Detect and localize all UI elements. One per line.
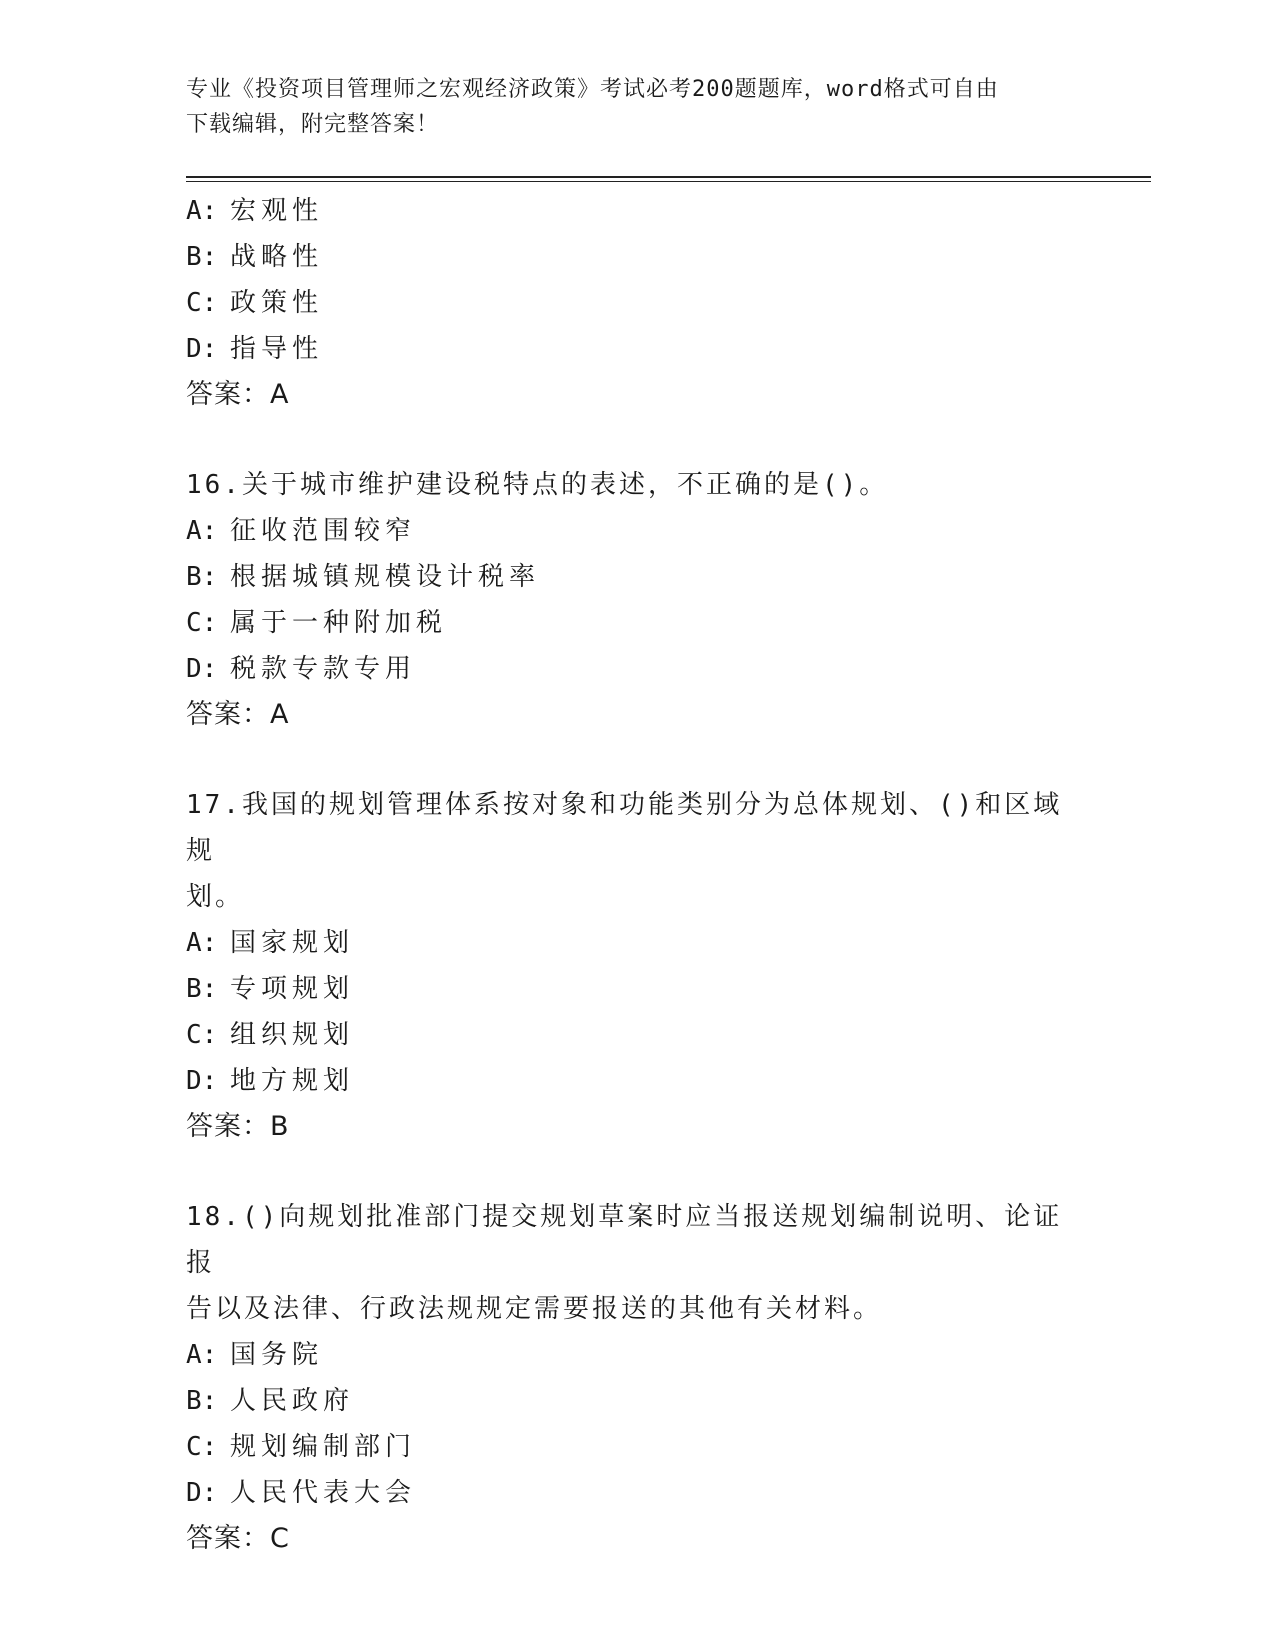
option-text: 属于一种附加税: [230, 608, 448, 638]
option-label: D:: [186, 1478, 218, 1508]
question-15: [186, 188, 1086, 418]
option-label: B:: [186, 562, 218, 592]
question-16: [186, 462, 1086, 738]
option-label: C:: [186, 1432, 218, 1462]
option-label: D:: [186, 334, 218, 364]
option-text: 征收范围较窄: [230, 516, 417, 546]
question-text: 16.关于城市维护建设税特点的表述，不正确的是()。: [186, 470, 889, 500]
option-label: A:: [186, 516, 218, 546]
option-b: [186, 234, 1086, 280]
header-divider-thin: [186, 181, 1151, 182]
option-a: [186, 1332, 1086, 1378]
option-text: 人民政府: [230, 1386, 355, 1416]
question-text-line-2: 划。: [186, 882, 245, 912]
answer-line: 答案：B: [186, 1111, 290, 1142]
answer-line: 答案：C: [186, 1523, 290, 1554]
header-line-2: 下载编辑，附完整答案！: [186, 112, 440, 137]
option-c: [186, 600, 1086, 646]
option-label: C:: [186, 288, 218, 318]
option-d: [186, 1058, 1086, 1104]
option-text: 人民代表大会: [230, 1478, 417, 1508]
question-text-line-2: 告以及法律、行政法规规定需要报送的其他有关材料。: [186, 1294, 883, 1324]
question-18: [186, 1194, 1086, 1562]
option-text: 税款专款专用: [230, 654, 417, 684]
option-text: 地方规划: [230, 1066, 355, 1096]
question-list: [186, 188, 1086, 1562]
answer-line: 答案：A: [186, 379, 290, 410]
answer-line: 答案：A: [186, 699, 290, 730]
option-text: 规划编制部门: [230, 1432, 417, 1462]
option-label: B:: [186, 974, 218, 1004]
option-b: [186, 1378, 1086, 1424]
option-d: [186, 1470, 1086, 1516]
question-text: [186, 1194, 1086, 1332]
option-label: A:: [186, 196, 218, 226]
option-label: C:: [186, 1020, 218, 1050]
option-label: D:: [186, 654, 218, 684]
option-b: [186, 966, 1086, 1012]
option-c: [186, 1424, 1086, 1470]
option-b: [186, 554, 1086, 600]
option-text: 国务院: [230, 1340, 324, 1370]
option-c: [186, 280, 1086, 326]
option-label: C:: [186, 608, 218, 638]
option-text: 组织规划: [230, 1020, 355, 1050]
option-d: [186, 646, 1086, 692]
option-c: [186, 1012, 1086, 1058]
option-label: A:: [186, 1340, 218, 1370]
question-text: [186, 782, 1086, 920]
option-text: 根据城镇规模设计税率: [230, 562, 541, 592]
option-label: A:: [186, 928, 218, 958]
option-label: D:: [186, 1066, 218, 1096]
option-text: 宏观性: [230, 196, 324, 226]
question-text-line-1: 18.()向规划批准部门提交规划草案时应当报送规划编制说明、论证报: [186, 1202, 1063, 1278]
option-text: 政策性: [230, 288, 324, 318]
option-text: 专项规划: [230, 974, 355, 1004]
option-a: [186, 920, 1086, 966]
header-line-1: 专业《投资项目管理师之宏观经济政策》考试必考200题题库，word格式可自由: [186, 77, 999, 102]
question-17: [186, 782, 1086, 1150]
document-header: [186, 72, 1086, 142]
option-label: B:: [186, 1386, 218, 1416]
header-divider-thick: [186, 176, 1151, 178]
option-a: [186, 188, 1086, 234]
option-text: 国家规划: [230, 928, 355, 958]
option-d: [186, 326, 1086, 372]
option-text: 指导性: [230, 334, 324, 364]
option-a: [186, 508, 1086, 554]
question-text-line-1: 17.我国的规划管理体系按对象和功能类别分为总体规划、()和区域规: [186, 790, 1063, 866]
option-label: B:: [186, 242, 218, 272]
option-text: 战略性: [230, 242, 324, 272]
